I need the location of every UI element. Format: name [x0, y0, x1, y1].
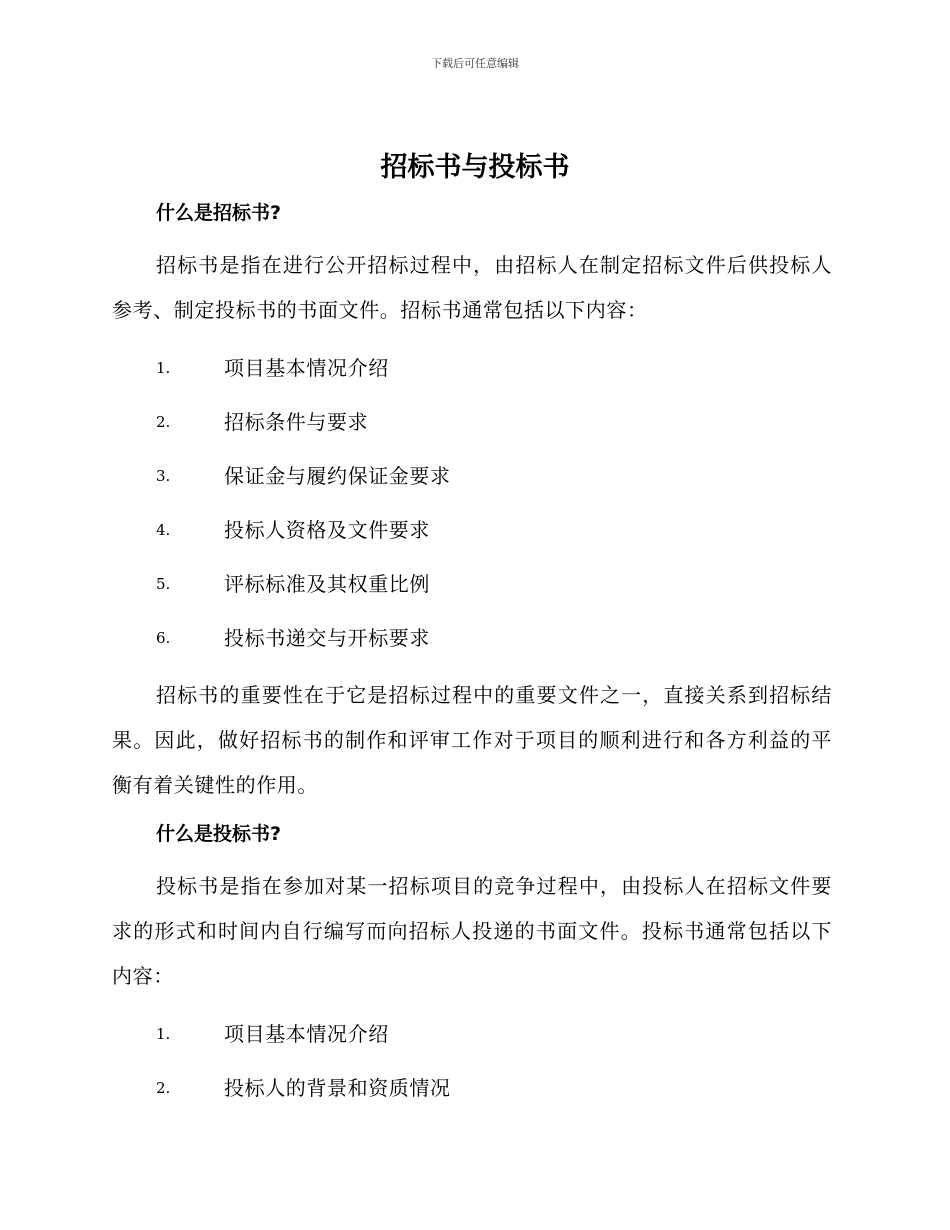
- list-item: [112, 557, 832, 611]
- list-item: [112, 395, 832, 449]
- paragraph-tender-conclusion: 招标书的重要性在于它是招标过程中的重要文件之一，直接关系到招标结果。因此，做好招标书的制作和评审工作对于项目的顺利进行和各方利益的平衡有着关键性的作用。: [112, 683, 832, 797]
- list-item-text: 招标条件与要求: [224, 410, 369, 434]
- list-item-number: 6.: [156, 629, 171, 647]
- list-item-number: 4.: [156, 521, 171, 539]
- list-item: [112, 611, 832, 665]
- tender-contents-list: [112, 341, 832, 665]
- list-item-text: 投标人资格及文件要求: [224, 518, 430, 542]
- list-item-text: 评标标准及其权重比例: [224, 572, 430, 596]
- list-item: [112, 341, 832, 395]
- section-heading-bid: 什么是投标书?: [156, 823, 282, 845]
- list-item: [112, 1007, 832, 1061]
- list-item-number: 1.: [156, 359, 171, 377]
- list-item-text: 保证金与履约保证金要求: [224, 464, 451, 488]
- list-item-number: 3.: [156, 467, 171, 485]
- document-body: [112, 195, 832, 1115]
- list-item-number: 2.: [156, 413, 171, 431]
- list-item-text: 项目基本情况介绍: [224, 1022, 389, 1046]
- paragraph-tender-intro: 招标书是指在进行公开招标过程中，由招标人在制定招标文件后供投标人参考、制定投标书的书面文件。招标书通常包括以下内容：: [112, 253, 832, 322]
- paragraph-bid-intro: 投标书是指在参加对某一招标项目的竞争过程中，由投标人在招标文件要求的形式和时间内自行编写而向招标人投递的书面文件。投标书通常包括以下内容：: [112, 874, 832, 988]
- bid-contents-list: [112, 1007, 832, 1115]
- list-item-number: 5.: [156, 575, 171, 593]
- list-item-number: 2.: [156, 1079, 171, 1097]
- list-item-text: 投标书递交与开标要求: [224, 626, 430, 650]
- list-item-text: 投标人的背景和资质情况: [224, 1076, 451, 1100]
- section-heading-tender: 什么是招标书?: [156, 202, 282, 224]
- header-note: 下载后可任意编辑: [431, 57, 519, 70]
- list-item: [112, 1061, 832, 1115]
- list-item-number: 1.: [156, 1025, 171, 1043]
- document-title: 招标书与投标书: [380, 152, 570, 183]
- list-item-text: 项目基本情况介绍: [224, 356, 389, 380]
- list-item: [112, 449, 832, 503]
- list-item: [112, 503, 832, 557]
